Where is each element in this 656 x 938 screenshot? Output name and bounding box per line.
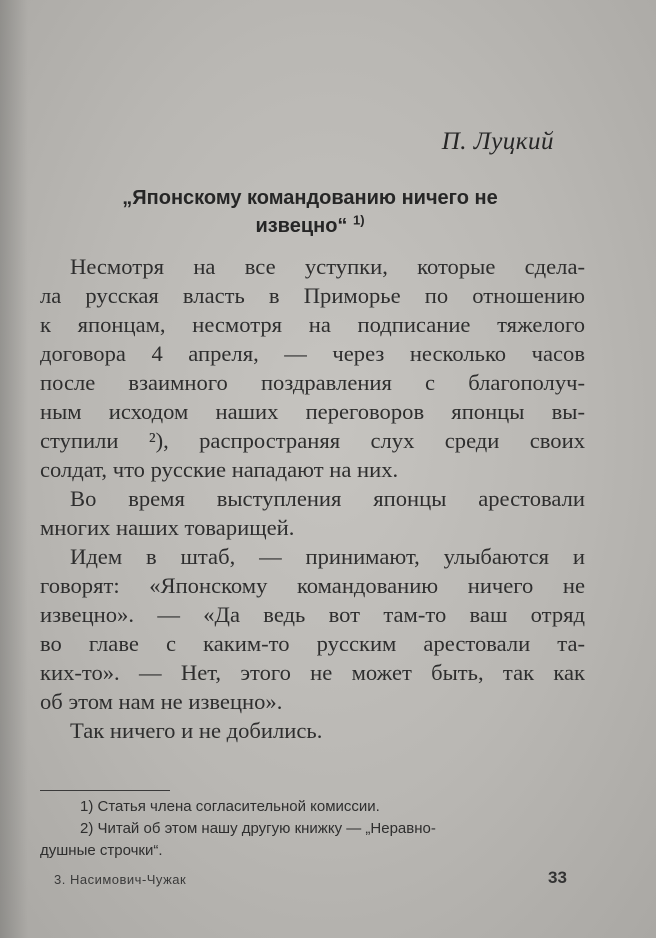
- paragraph: [40, 484, 585, 542]
- text-line: об этом нам не извецно».: [40, 689, 283, 714]
- text-line: ких-то». — Нет, этого не может быть, так как: [40, 660, 585, 685]
- text-line: извецно». — «Да ведь вот там-то ваш отряд: [40, 602, 585, 627]
- text-line: говорят: «Японскому командованию ничего не: [40, 573, 585, 598]
- text-line: Идем в штаб, — принимают, улыбаются и: [70, 544, 585, 569]
- text-line: договора 4 апреля, — через несколько часов: [40, 341, 585, 366]
- article-body: [40, 252, 585, 745]
- text-line: во главе с каким-то русским арестовали та-: [40, 631, 585, 656]
- title-line-2: извецно“: [255, 215, 348, 237]
- page-number: 33: [548, 868, 567, 887]
- paragraph: [40, 716, 585, 745]
- footnote-text: душные строчки“.: [40, 842, 163, 859]
- footnote-divider: [40, 790, 170, 791]
- text-line: после взаимного поздравления с благополуч-: [40, 370, 585, 395]
- text-line: ла русская власть в Приморье по отношению: [40, 283, 585, 308]
- text-line: Во время выступления японцы арестовали: [70, 486, 585, 511]
- text-line: ным исходом наших переговоров японцы вы-: [40, 399, 585, 424]
- footnote-mark: 2): [80, 820, 94, 837]
- text-line: Так ничего и не добились.: [70, 718, 323, 743]
- signature-mark: 3. Насимович-Чужак: [54, 872, 187, 887]
- title-footnote-mark: 1): [352, 212, 365, 228]
- text-line: Несмотря на все уступки, которые сдела-: [70, 254, 585, 279]
- author-name: П. Луцкий: [441, 128, 554, 155]
- title-line-2-wrap: [60, 212, 560, 240]
- footnote-2: [40, 818, 590, 840]
- title-line-1: „Японскому командованию ничего не: [122, 187, 498, 209]
- footnote-mark: 1): [80, 798, 94, 815]
- text-line: ступили ²), распространяя слух среди своих: [40, 428, 585, 453]
- article-title: [60, 184, 560, 240]
- footnote-text: Читай об этом нашу другую книжку — „Неравно-: [97, 820, 436, 837]
- footnote-text: Статья члена согласительной комиссии.: [97, 798, 380, 815]
- footnote-1: [40, 796, 590, 818]
- paragraph: [40, 252, 585, 484]
- text-line: солдат, что русские нападают на них.: [40, 457, 399, 482]
- footnote-2-continuation: [40, 840, 590, 862]
- paragraph: [40, 542, 585, 716]
- footnotes: [40, 796, 590, 862]
- text-line: к японцам, несмотря на подписание тяжелого: [40, 312, 585, 337]
- text-line: многих наших товарищей.: [40, 515, 295, 540]
